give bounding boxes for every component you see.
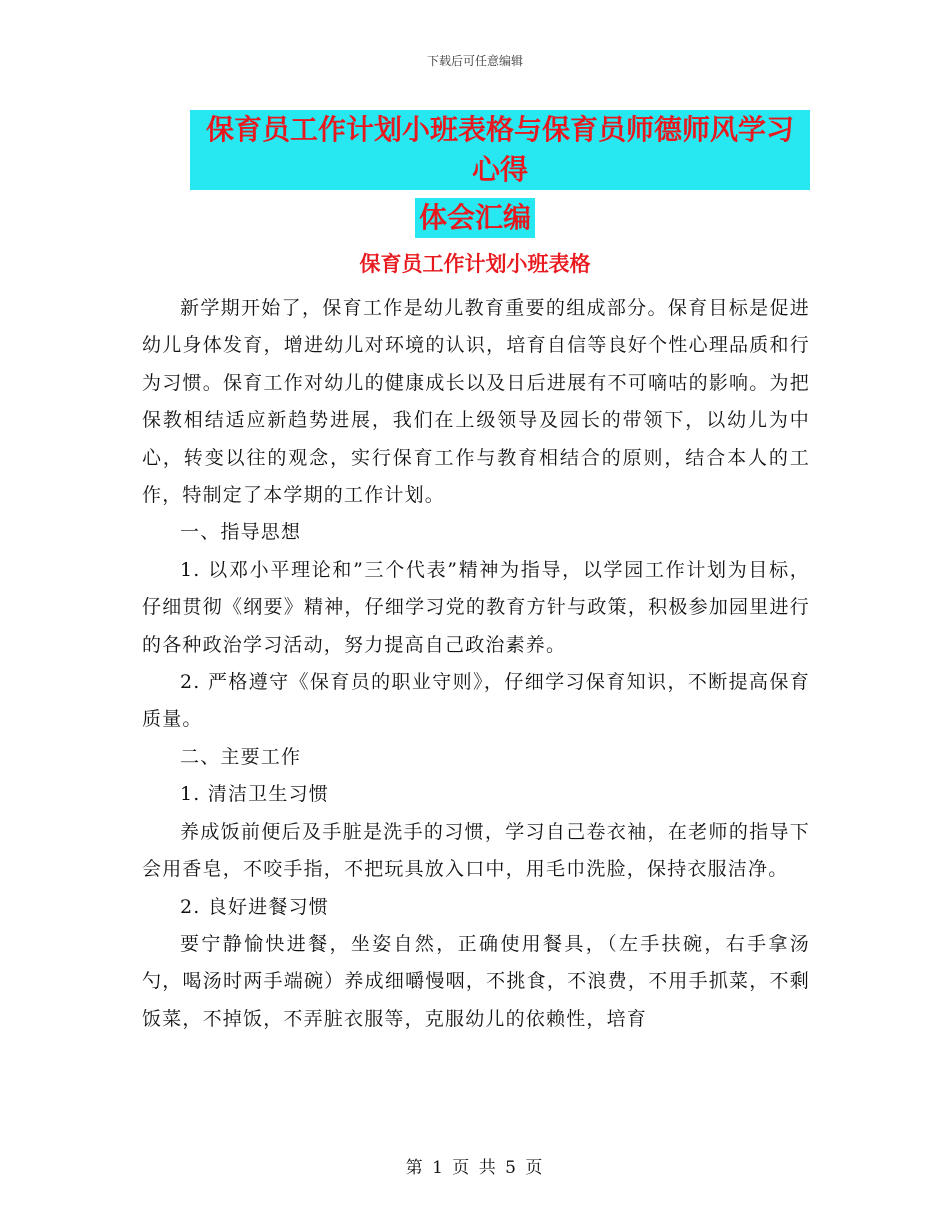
paragraph: 新学期开始了，保育工作是幼儿教育重要的组成部分。保育目标是促进幼儿身体发育，增进幼儿对环境的认识，培育自信等良好个性心理品质和行为习惯。保育工作对幼儿的健康成长以及日后进展有不可嘀咕的影响。为把保教相结适应新趋势进展，我们在上级领导及园长的带领下，以幼儿为中心，转变以往的观念，实行保育工作与教育相结合的原则，结合本人的工作，特制定了本学期的工作计划。 — [142, 297, 810, 507]
title-line-1: 保育员工作计划小班表格与保育员师德师风学习心得 — [190, 110, 810, 190]
paragraph: 1. 清洁卫生习惯 — [180, 783, 329, 806]
paragraph: 1. 以邓小平理论和”三个代表”精神为指导，以学园工作计划为目标，仔细贯彻《纲要》精神，仔细学习党的教育方针与政策，积极参加园里进行的各种政治学习活动，努力提高自己政治素养。 — [142, 558, 810, 656]
paragraph: 养成饭前便后及手脏是洗手的习惯，学习自己卷衣袖，在老师的指导下会用香皂，不咬手指，不把玩具放入口中，用毛巾洗脸，保持衣服洁净。 — [142, 820, 810, 881]
header-note: 下载后可任意编辑 — [426, 54, 523, 68]
document-title — [140, 110, 810, 238]
paragraph: 二、主要工作 — [180, 745, 302, 768]
page-footer: 第 1 页 共 5 页 — [405, 1158, 545, 1178]
section-heading: 保育员工作计划小班表格 — [359, 252, 591, 276]
paragraph: 一、指导思想 — [180, 521, 302, 544]
paragraph: 要宁静愉快进餐，坐姿自然，正确使用餐具，（左手扶碗，右手拿汤勺，喝汤时两手端碗）养成细嚼慢咽，不挑食，不浪费，不用手抓菜，不剩饭菜，不掉饭，不弄脏衣服等，克服幼儿的依赖性，培育 — [142, 932, 810, 1030]
title-line-2: 体会汇编 — [415, 198, 535, 238]
document-body — [142, 290, 810, 1038]
paragraph: 2. 严格遵守《保育员的职业守则》，仔细学习保育知识，不断提高保育质量。 — [142, 671, 810, 731]
paragraph: 2. 良好进餐习惯 — [180, 895, 329, 918]
